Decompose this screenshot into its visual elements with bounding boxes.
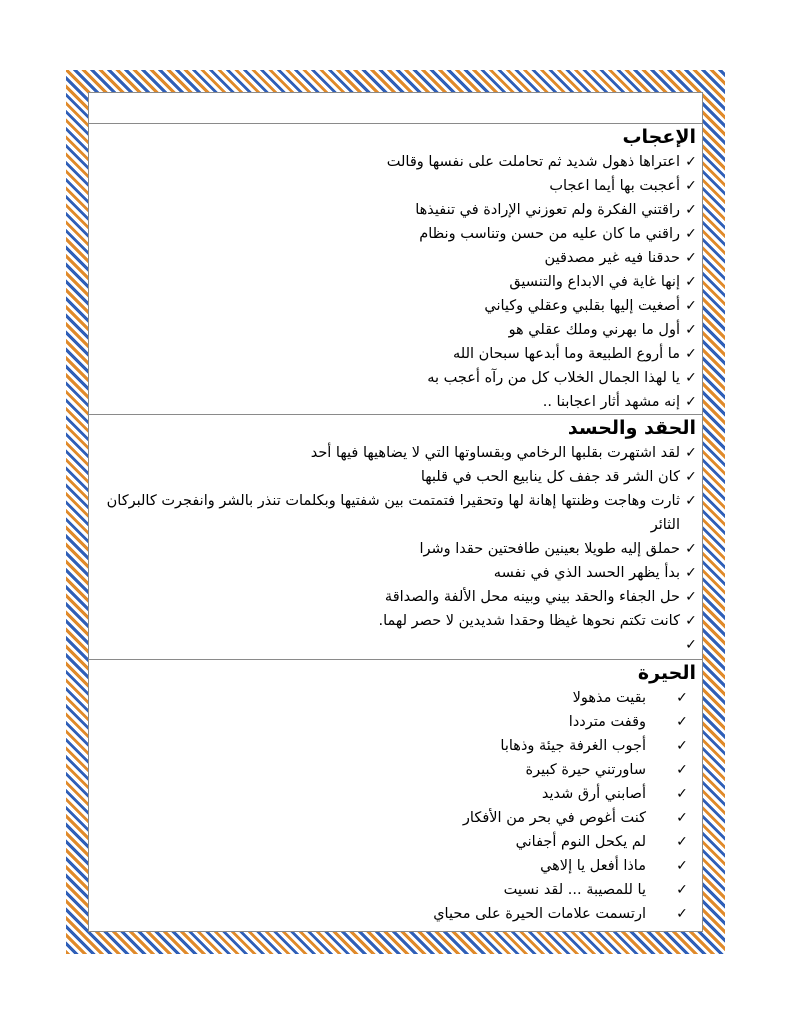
list-item: ✓ أول ما بهرني وملك عقلي هو [89, 318, 702, 342]
check-icon: ✓ [685, 202, 697, 218]
list-item: ✓ إنه مشهد أثار اعجابنا .. [89, 390, 702, 414]
check-icon: ✓ [685, 346, 697, 362]
list-item: ✓ إنها غاية في الابداع والتنسيق [89, 270, 702, 294]
check-icon: ✓ [676, 858, 688, 874]
check-icon: ✓ [685, 370, 697, 386]
check-icon: ✓ [685, 469, 697, 485]
check-icon: ✓ [685, 445, 697, 461]
section-title: الحيرة [637, 662, 696, 684]
section-title: الحقد والحسد [567, 417, 696, 439]
list-item: ✓ وقفت مترددا [89, 710, 702, 734]
check-icon: ✓ [676, 786, 688, 802]
check-icon: ✓ [685, 394, 697, 410]
item-list [89, 441, 702, 657]
list-item: ✓ ارتسمت علامات الحيرة على محياي [89, 902, 702, 926]
check-icon: ✓ [685, 541, 697, 557]
list-item: ✓ راقتني الفكرة ولم تعوزني الإرادة في تنفيذها [89, 198, 702, 222]
check-icon: ✓ [685, 565, 697, 581]
check-icon: ✓ [676, 762, 688, 778]
check-icon: ✓ [685, 274, 697, 290]
list-item: ✓ أصغيت إليها بقلبي وعقلي وكياني [89, 294, 702, 318]
list-item: ✓ حملق إليه طويلا بعينين طافحتين حقدا وشرا [89, 537, 702, 561]
list-item: ✓ راقني ما كان عليه من حسن وتناسب ونظام [89, 222, 702, 246]
check-icon: ✓ [676, 810, 688, 826]
list-item: ✓ بدأ يظهر الحسد الذي في نفسه [89, 561, 702, 585]
list-item: ✓ اعتراها ذهول شديد ثم تحاملت على نفسها وقالت [89, 150, 702, 174]
list-item: ✓ أصابني أرق شديد [89, 782, 702, 806]
check-icon: ✓ [685, 637, 697, 653]
list-item: ✓ لقد اشتهرت بقلبها الرخامي وبقساوتها التي لا يضاهيها فيها أحد [89, 441, 702, 465]
list-item: ✓ بقيت مذهولا [89, 686, 702, 710]
list-item: ✓ حل الجفاء والحقد بيني وبينه محل الألفة والصداقة [89, 585, 702, 609]
check-icon: ✓ [676, 834, 688, 850]
check-icon: ✓ [676, 714, 688, 730]
check-icon: ✓ [676, 906, 688, 922]
decorative-border [66, 70, 725, 954]
check-icon: ✓ [685, 250, 697, 266]
list-item: ✓ ماذا أفعل يا إلاهي [89, 854, 702, 878]
list-item: ✓ أجوب الغرفة جيئة وذهابا [89, 734, 702, 758]
list-item: ✓ ما أروع الطبيعة وما أبدعها سبحان الله [89, 342, 702, 366]
item-list [89, 150, 702, 414]
item-list [89, 686, 702, 926]
list-item: ✓ ثارت وهاجت وظنتها إهانة لها وتحقيرا فتمتمت بين شفتيها وبكلمات تنذر بالشر وانفجرت كالبركان الثائر [89, 489, 702, 537]
list-item: ✓ ساورتني حيرة كبيرة [89, 758, 702, 782]
check-icon: ✓ [685, 298, 697, 314]
list-item: ✓ أعجبت بها أيما اعجاب [89, 174, 702, 198]
list-item: ✓ كان الشر قد جفف كل ينابيع الحب في قلبها [89, 465, 702, 489]
list-item: ✓ كنت أغوص في بحر من الأفكار [89, 806, 702, 830]
check-icon: ✓ [685, 226, 697, 242]
check-icon: ✓ [685, 613, 697, 629]
list-item: ✓ حدقنا فيه غير مصدقين [89, 246, 702, 270]
page-content [88, 92, 703, 932]
list-item: ✓ يا للمصيبة ... لقد نسيت [89, 878, 702, 902]
check-icon: ✓ [676, 882, 688, 898]
section-admiration [89, 123, 702, 414]
check-icon: ✓ [685, 493, 697, 509]
section-hatred-envy [89, 414, 702, 657]
list-item: ✓ كانت تكتم نحوها غيظا وحقدا شديدين لا حصر لهما. [89, 609, 702, 633]
check-icon: ✓ [676, 738, 688, 754]
section-title: الإعجاب [622, 126, 696, 148]
check-icon: ✓ [676, 690, 688, 706]
list-item: ✓ يا لهذا الجمال الخلاب كل من رآه أعجب به [89, 366, 702, 390]
check-icon: ✓ [685, 178, 697, 194]
list-item [89, 633, 702, 657]
section-confusion [89, 659, 702, 926]
check-icon: ✓ [685, 322, 697, 338]
check-icon: ✓ [685, 589, 697, 605]
check-icon: ✓ [685, 154, 697, 170]
list-item: ✓ لم يكحل النوم أجفاني [89, 830, 702, 854]
